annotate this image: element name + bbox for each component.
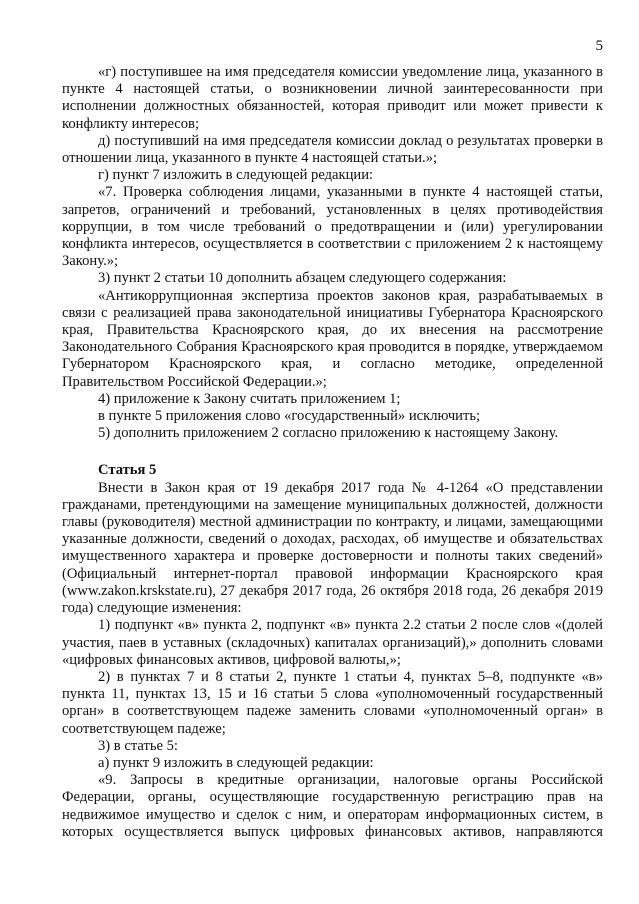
paragraph-point-9-text: «9. Запросы в кредитные организации, налоговые органы Российской Федерации, органы, осуществляющие государственную регистрацию прав на недвижимое имущество и сделок с ним, и операторам информационных систем, в которых осуществляется выпуск цифровых финансовых активов, направляются [62, 772, 603, 840]
paragraph-point-7-text: «7. Проверка соблюдения лицами, указанными в пункте 4 настоящей статьи, запретов, ограничений и требований, установленных в целях противодействия коррупции, в том числе требований о предотвращении и (или) урегулировании конфликта интересов, осуществляется в соответствии с приложением 2 к настоящему Закону.»; [62, 184, 603, 270]
document-body [62, 64, 603, 841]
paragraph-appendix-word: в пункте 5 приложения слово «государственный» исключить; [98, 408, 481, 425]
paragraph-article5-item-3: 3) в статье 5: [98, 737, 178, 754]
paragraph-point-7-intro: г) пункт 7 изложить в следующей редакции: [98, 167, 374, 184]
paragraph-item-5: 5) дополнить приложением 2 согласно приложению к настоящему Закону. [98, 425, 559, 442]
article-heading: Статья 5 [98, 462, 157, 479]
paragraph-item-g: «г) поступившее на имя председателя комиссии уведомление лица, указанного в пункте 4 настоящей статьи, о возникновении личной заинтересованности при исполнении должностных обязанностей, которая приводит или может привести к конфликту интересов; [62, 64, 603, 132]
paragraph-article5-intro: Внести в Закон края от 19 декабря 2017 года № 4-1264 «О представлении гражданами, претендующими на замещение муниципальных должностей, должности главы (руководителя) местной администрации по контракту, и лицами, замещающими указанные должности, сведений о доходах, расходах, об имуществе и обязательствах имущественного характера и проверке достоверности и полноты таких сведений» (Официальный интернет-портал правовой информации Красноярского края (www.zakon.krskstate.ru), 27 декабря 2017 года, 26 октября 2018 года, 26 декабря 2019 года) следующие изменения: [62, 479, 603, 617]
paragraph-item-3: 3) пункт 2 статьи 10 дополнить абзацем следующего содержания: [98, 270, 507, 287]
paragraph-item-4: 4) приложение к Закону считать приложением 1; [98, 390, 401, 407]
paragraph-anticorruption-text: «Антикоррупционная экспертиза проектов законов края, разрабатываемых в связи с реализацией права законодательной инициативы Губернатора Красноярского края, Правительства Красноярского края, до их внесения на рассмотрение Законодательного Собрания Красноярского края проводится в порядке, утверждаемом Губернатором Красноярского края, и согласно методике, определенной Правительством Российской Федерации.»; [62, 287, 603, 390]
paragraph-article5-item-1: 1) подпункт «в» пункта 2, подпункт «в» пункта 2.2 статьи 2 после слов «(долей участия, паев в уставных (складочных) капиталах организаций),» дополнить словами «цифровых финансовых активов, цифровой валюты,»; [62, 617, 603, 668]
paragraph-article5-item-a: а) пункт 9 изложить в следующей редакции: [98, 754, 374, 771]
paragraph-item-d: д) поступивший на имя председателя комиссии доклад о результатах проверки в отношении лица, указанного в пункте 4 настоящей статьи.»; [62, 132, 603, 167]
paragraph-article5-item-2: 2) в пунктах 7 и 8 статьи 2, пункте 1 статьи 4, пунктах 5–8, подпункте «в» пункта 11, пунктах 13, 15 и 16 статьи 5 слова «уполномоченный государственный орган» в соответствующем падеже заменить словами «уполномоченный орган» в соответствующем падеже; [62, 668, 603, 737]
page-number: 5 [595, 38, 603, 54]
